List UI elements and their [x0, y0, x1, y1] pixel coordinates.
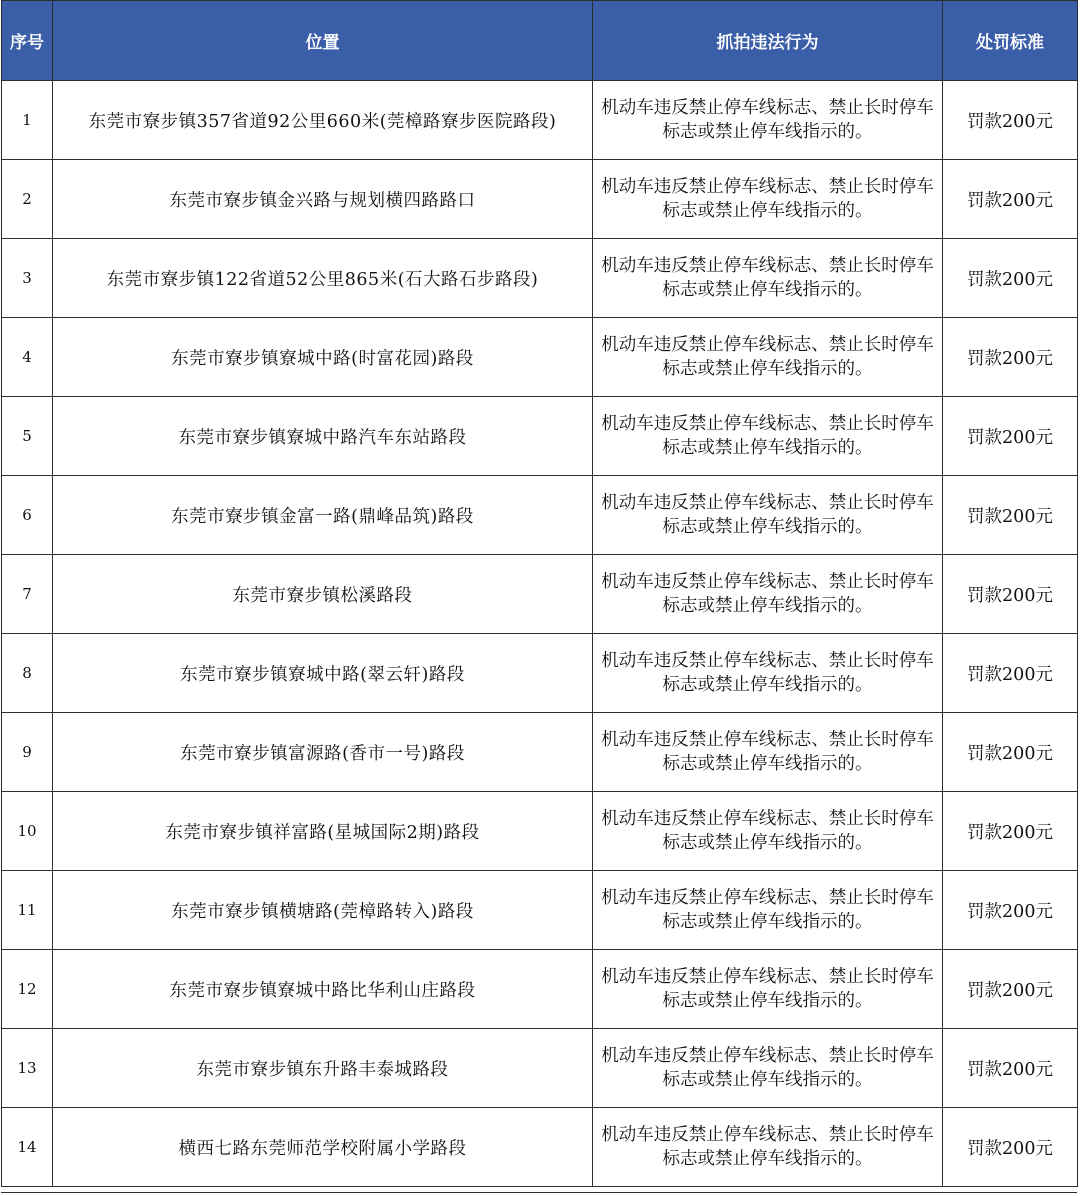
- row-penalty: 罚款200元: [943, 713, 1078, 792]
- row-violation: 机动车违反禁止停车线标志、禁止长时停车标志或禁止停车线指示的。: [593, 318, 943, 397]
- row-location: 东莞市寮步镇松溪路段: [53, 555, 593, 634]
- row-location: 东莞市寮步镇富源路(香市一号)路段: [53, 713, 593, 792]
- row-violation: 机动车违反禁止停车线标志、禁止长时停车标志或禁止停车线指示的。: [593, 555, 943, 634]
- row-violation: 机动车违反禁止停车线标志、禁止长时停车标志或禁止停车线指示的。: [593, 713, 943, 792]
- header-no: 序号: [2, 1, 53, 81]
- table-row: [2, 555, 1078, 634]
- table-row: [2, 871, 1078, 950]
- table-row: [2, 713, 1078, 792]
- row-violation: 机动车违反禁止停车线标志、禁止长时停车标志或禁止停车线指示的。: [593, 160, 943, 239]
- header-violation: 抓拍违法行为: [593, 1, 943, 81]
- row-penalty: 罚款200元: [943, 871, 1078, 950]
- row-number: 14: [2, 1108, 53, 1187]
- table-row: [2, 239, 1078, 318]
- row-number: 1: [2, 81, 53, 160]
- row-violation: 机动车违反禁止停车线标志、禁止长时停车标志或禁止停车线指示的。: [593, 239, 943, 318]
- row-location: 横西七路东莞师范学校附属小学路段: [53, 1108, 593, 1187]
- row-penalty: 罚款200元: [943, 555, 1078, 634]
- row-number: 6: [2, 476, 53, 555]
- row-penalty: 罚款200元: [943, 1108, 1078, 1187]
- row-number: 3: [2, 239, 53, 318]
- table-header-row: [2, 1, 1078, 81]
- table-bottom-edge: [1, 1192, 1077, 1196]
- row-penalty: 罚款200元: [943, 239, 1078, 318]
- table-row: [2, 634, 1078, 713]
- row-number: 10: [2, 792, 53, 871]
- violation-table: [1, 0, 1078, 1187]
- row-location: 东莞市寮步镇122省道52公里865米(石大路石步路段): [53, 239, 593, 318]
- row-number: 2: [2, 160, 53, 239]
- header-location: 位置: [53, 1, 593, 81]
- row-location: 东莞市寮步镇寮城中路汽车东站路段: [53, 397, 593, 476]
- row-number: 13: [2, 1029, 53, 1108]
- table-row: [2, 950, 1078, 1029]
- table-row: [2, 476, 1078, 555]
- row-location: 东莞市寮步镇横塘路(莞樟路转入)路段: [53, 871, 593, 950]
- row-penalty: 罚款200元: [943, 792, 1078, 871]
- table-row: [2, 1108, 1078, 1187]
- row-violation: 机动车违反禁止停车线标志、禁止长时停车标志或禁止停车线指示的。: [593, 634, 943, 713]
- table-row: [2, 792, 1078, 871]
- row-penalty: 罚款200元: [943, 81, 1078, 160]
- row-penalty: 罚款200元: [943, 160, 1078, 239]
- row-location: 东莞市寮步镇祥富路(星城国际2期)路段: [53, 792, 593, 871]
- row-violation: 机动车违反禁止停车线标志、禁止长时停车标志或禁止停车线指示的。: [593, 397, 943, 476]
- row-location: 东莞市寮步镇金兴路与规划横四路路口: [53, 160, 593, 239]
- row-penalty: 罚款200元: [943, 318, 1078, 397]
- row-violation: 机动车违反禁止停车线标志、禁止长时停车标志或禁止停车线指示的。: [593, 950, 943, 1029]
- row-location: 东莞市寮步镇寮城中路(翠云轩)路段: [53, 634, 593, 713]
- row-penalty: 罚款200元: [943, 950, 1078, 1029]
- row-location: 东莞市寮步镇东升路丰泰城路段: [53, 1029, 593, 1108]
- table-row: [2, 318, 1078, 397]
- row-location: 东莞市寮步镇寮城中路(时富花园)路段: [53, 318, 593, 397]
- row-penalty: 罚款200元: [943, 634, 1078, 713]
- row-number: 5: [2, 397, 53, 476]
- row-number: 4: [2, 318, 53, 397]
- header-penalty: 处罚标准: [943, 1, 1078, 81]
- row-penalty: 罚款200元: [943, 1029, 1078, 1108]
- row-location: 东莞市寮步镇寮城中路比华利山庄路段: [53, 950, 593, 1029]
- row-number: 8: [2, 634, 53, 713]
- row-number: 11: [2, 871, 53, 950]
- row-violation: 机动车违反禁止停车线标志、禁止长时停车标志或禁止停车线指示的。: [593, 871, 943, 950]
- row-penalty: 罚款200元: [943, 397, 1078, 476]
- row-violation: 机动车违反禁止停车线标志、禁止长时停车标志或禁止停车线指示的。: [593, 792, 943, 871]
- row-violation: 机动车违反禁止停车线标志、禁止长时停车标志或禁止停车线指示的。: [593, 1108, 943, 1187]
- table-row: [2, 397, 1078, 476]
- row-location: 东莞市寮步镇357省道92公里660米(莞樟路寮步医院路段): [53, 81, 593, 160]
- row-violation: 机动车违反禁止停车线标志、禁止长时停车标志或禁止停车线指示的。: [593, 81, 943, 160]
- row-location: 东莞市寮步镇金富一路(鼎峰品筑)路段: [53, 476, 593, 555]
- row-violation: 机动车违反禁止停车线标志、禁止长时停车标志或禁止停车线指示的。: [593, 1029, 943, 1108]
- table-row: [2, 160, 1078, 239]
- table-row: [2, 81, 1078, 160]
- table-row: [2, 1029, 1078, 1108]
- row-number: 12: [2, 950, 53, 1029]
- row-number: 7: [2, 555, 53, 634]
- row-violation: 机动车违反禁止停车线标志、禁止长时停车标志或禁止停车线指示的。: [593, 476, 943, 555]
- row-penalty: 罚款200元: [943, 476, 1078, 555]
- row-number: 9: [2, 713, 53, 792]
